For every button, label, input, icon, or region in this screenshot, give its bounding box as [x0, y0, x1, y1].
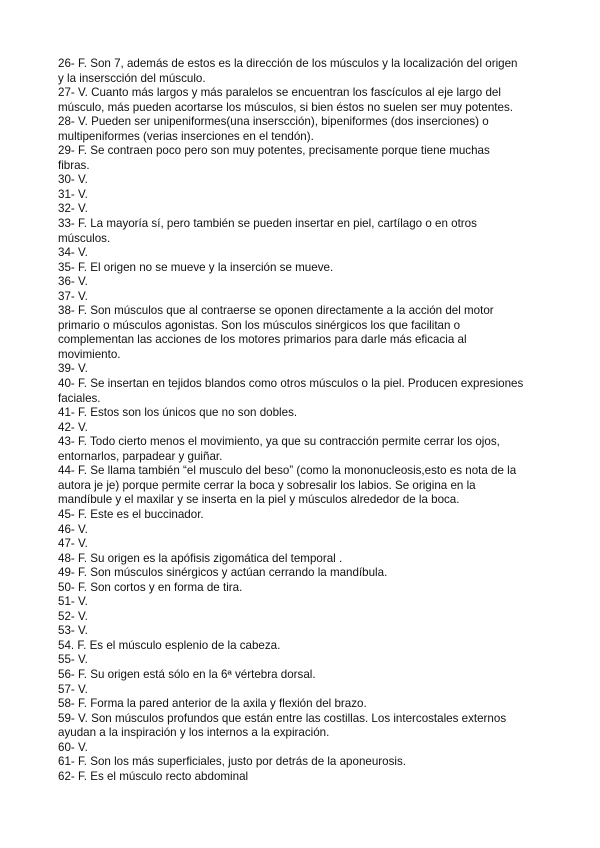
- text-line: 48- F. Su origen es la apófisis zigomática del temporal .: [58, 551, 343, 565]
- text-line: 54. F. Es el músculo esplenio de la cabeza.: [58, 638, 281, 652]
- text-line: músculos.: [58, 231, 111, 245]
- text-line: 36- V.: [58, 275, 88, 289]
- text-line: ayudan a la inspiración y los internos a la expiración.: [58, 726, 330, 740]
- text-line: 49- F. Son músculos sinérgicos y actúan cerrando la mandíbula.: [58, 566, 388, 580]
- text-line: movimiento.: [58, 347, 121, 361]
- text-line: 26- F. Son 7, además de estos es la dirección de los músculos y la localización del origen: [58, 57, 518, 70]
- text-line: 30- V.: [58, 173, 88, 187]
- text-line: faciales.: [58, 391, 101, 405]
- text-line: 40- F. Se insertan en tejidos blandos como otros músculos o la piel. Producen expresiones: [58, 377, 524, 391]
- text-line: 31- V.: [58, 187, 88, 201]
- text-line: primario o músculos agonistas. Son los músculos sinérgicos los que facilitan o: [58, 318, 461, 332]
- text-line: músculo, más pueden acortarse los músculos, si bien éstos no suelen ser muy potentes.: [58, 100, 513, 114]
- text-line: 61- F. Son los más superficiales, justo por detrás de la aponeurosis.: [58, 755, 406, 769]
- text-line: 27- V. Cuanto más largos y más paralelos se encuentran los fascículos al eje largo del: [58, 86, 501, 100]
- text-line: 32- V.: [58, 202, 88, 216]
- text-line: 56- F. Su origen está sólo en la 6ª vértebra dorsal.: [58, 667, 316, 681]
- text-line: 37- V.: [58, 289, 88, 303]
- text-line: 43- F. Todo cierto menos el movimiento, ya que su contracción permite cerrar los ojos,: [58, 435, 500, 449]
- text-line: 42- V.: [58, 420, 88, 434]
- text-line: 50- F. Son cortos y en forma de tira.: [58, 580, 243, 594]
- text-line: 33- F. La mayoría sí, pero también se pueden insertar en piel, cartílago o en otros: [58, 217, 477, 231]
- text-line: 35- F. El origen no se mueve y la inserción se mueve.: [58, 260, 334, 274]
- text-line: 52- V.: [58, 609, 88, 623]
- text-line: 28- V. Pueden ser unipeniformes(una inserscción), bipeniformes (dos inserciones) o: [58, 115, 489, 129]
- text-line: autora je je) porque permite cerrar la boca y sobresalir los labios. Se origina en la: [58, 478, 476, 492]
- text-line: 38- F. Son músculos que al contraerse se oponen directamente a la acción del motor: [58, 304, 494, 318]
- text-line: 57- V.: [58, 682, 88, 696]
- document-body: [58, 57, 554, 784]
- text-line: 55- V.: [58, 653, 88, 667]
- text-line: 46- V.: [58, 522, 88, 536]
- text-line: 53- V.: [58, 624, 88, 638]
- text-line: 29- F. Se contraen poco pero son muy potentes, precisamente porque tiene muchas: [58, 144, 490, 158]
- text-line: 59- V. Son músculos profundos que están entre las costillas. Los intercostales externos: [58, 711, 507, 725]
- text-line: mandíbule y el maxilar y se inserta en la piel y músculos alrededor de la boca.: [58, 493, 460, 507]
- text-line: 62- F. Es el músculo recto abdominal: [58, 769, 249, 783]
- text-line: entornarlos, parpadear y guiñar.: [58, 449, 223, 463]
- text-line: complementan las acciones de los motores primarios para darle más eficacia al: [58, 333, 467, 347]
- text-line: 60- V.: [58, 740, 88, 754]
- text-line: multipeniformes (verias inserciones en el tendón).: [58, 129, 314, 143]
- text-line: 39- V.: [58, 362, 88, 376]
- text-line: 44- F. Se llama también “el musculo del beso” (como la mononucleosis,esto es nota de la: [58, 464, 517, 478]
- text-line: 47- V.: [58, 537, 88, 551]
- text-line: fibras.: [58, 158, 90, 172]
- text-line: 51- V.: [58, 595, 88, 609]
- text-line: 41- F. Estos son los únicos que no son dobles.: [58, 406, 298, 420]
- text-line: y la inserscción del músculo.: [58, 71, 206, 85]
- text-line: 34- V.: [58, 246, 88, 260]
- text-line: 58- F. Forma la pared anterior de la axila y flexión del brazo.: [58, 697, 367, 711]
- text-line: 45- F. Este es el buccinador.: [58, 507, 204, 521]
